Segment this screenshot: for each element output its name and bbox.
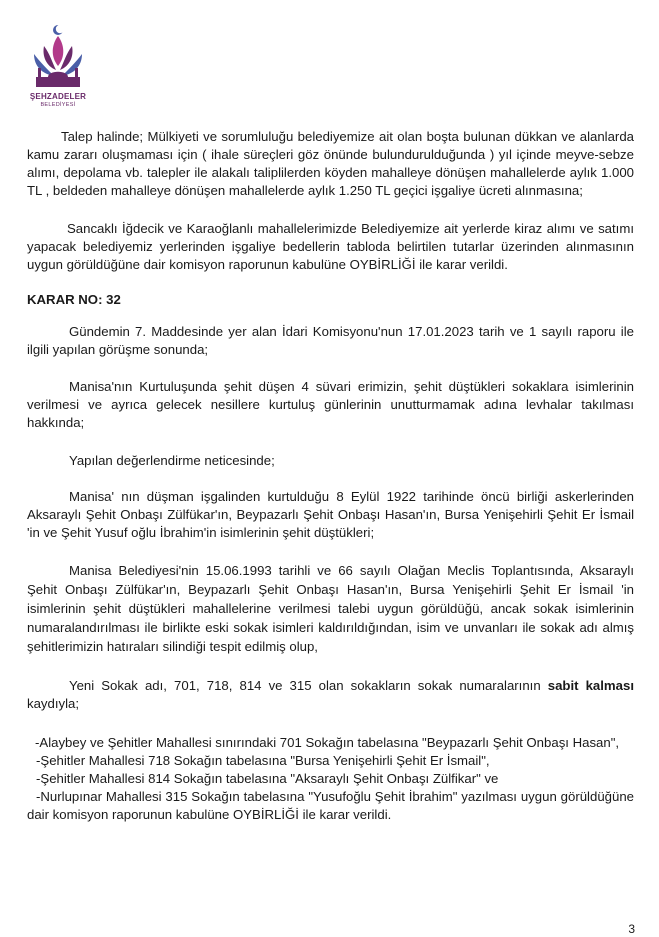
- paragraph-talep: Talep halinde; Mülkiyeti ve sorumluluğu belediyemize ait olan boşta bulunan dükkan ve alanlarda kamu zararı oluşmaması için ( ihale süreçleri göz önünde bulundurulduğunda ) yıl içinde meyve-sebze alımı, depolama vb. talepler ile alakalı taliplilerden köyden mahalleye dönüşen mahallelerde aylık 1.000 TL , beldeden mahalleye dönüşen mahallelerde aylık 1.250 TL geçici işgaliye ücreti alınmasına;: [27, 129, 634, 198]
- sabit-kalmasi-bold: sabit kalması: [547, 678, 634, 693]
- paragraph-sancakli: Sancaklı İğdecik ve Karaoğlanlı mahallelerimizde Belediyemize ait yerlerde kiraz alımı ve satımı yapacak belediyemiz yerlerinden işgaliye bedellerin tabloda belirtilen tutarlar üzerinden alınmasının uygun görüldüğüne dair komisyon raporunun kabulüne OYBİRLİĞİ ile karar verildi.: [27, 221, 634, 272]
- logo-name-text: ŞEHZADELER: [29, 92, 87, 101]
- list-item: -Alaybey ve Şehitler Mahallesi sınırındaki 701 Sokağın tabelasına "Beypazarlı Şehit Onbaşı Hasan",: [35, 735, 620, 750]
- paragraph-gundem: Gündemin 7. Maddesinde yer alan İdari Komisyonu'nun 17.01.2023 tarih ve 1 sayılı raporu ile ilgili yapılan görüşme sonunda;: [27, 324, 634, 357]
- paragraph-manisa-isgal: Manisa' nın düşman işgalinden kurtulduğu 8 Eylül 1922 tarihinde öncü birliği askerlerinden Aksaraylı Şehit Onbaşı Zülfükar'ın, Beypazarlı Şehit Onbaşı Hasan'ın, Bursa Yenişehirli Şehit Er İsmail 'in ve Şehit Yusuf oğlu İbrahim'in isimlerinin şehit düştükleri;: [27, 489, 634, 540]
- karar-heading: KARAR NO: 32: [27, 292, 121, 307]
- paragraph-yeni-sokak: [27, 677, 634, 713]
- page-number: 3: [628, 922, 635, 936]
- yeni-sokak-text-start: Yeni Sokak adı, 701, 718, 814 ve 315 olan sokakların sokak numaralarının: [69, 678, 548, 693]
- logo-emblem-icon: [22, 22, 94, 92]
- paragraph-meclis: Manisa Belediyesi'nin 15.06.1993 tarihli ve 66 sayılı Olağan Meclis Toplantısında, Aksaraylı Şehit Onbaşı Zülfükar'ın, Beypazarlı Şehit Onbaşı Hasan'ın, Bursa Yenişehirli Şehit Er İsmail 'in isimlerinin şehit düştükleri mahallelerine verilmesi talebi uygun görüldüğü, ancak sokak isimlerinin numaralandırılması ile birlikte eski sokak isimleri kaldırıldığından, isim ve unvanları ile sokak adı almış şehitlerimizin hatıraları silindiği tespit edilmiş olup,: [27, 563, 634, 654]
- paragraph-kurtulus: Manisa'nın Kurtuluşunda şehit düşen 4 süvari erimizin, şehit düştükleri sokaklara isimlerinin verilmesi ve ayrıca gelecek nesillere kurtuluş günlerinin unutturmamak adına levhalar takılması hakkında;: [27, 379, 634, 430]
- document-body: [27, 128, 634, 824]
- yeni-sokak-text-end: kaydıyla;: [27, 696, 80, 711]
- logo-sub-text: BELEDİYESİ: [40, 102, 76, 108]
- list-item: -Şehitler Mahallesi 718 Sokağın tabelasına "Bursa Yenişehirli Şehit Er İsmail",: [36, 753, 490, 768]
- street-sign-list: [27, 734, 634, 824]
- paragraph-degerlendirme: Yapılan değerlendirme neticesinde;: [69, 453, 275, 468]
- list-item: -Nurlupınar Mahallesi 315 Sokağın tabelasına "Yusufoğlu Şehit İbrahim" yazılması uygun görüldüğüne dair komisyon raporunun kabulüne OYBİRLİĞİ ile karar verildi.: [27, 789, 634, 822]
- list-item: -Şehitler Mahallesi 814 Sokağın tabelasına "Aksaraylı Şehit Onbaşı Zülfikar" ve: [36, 771, 499, 786]
- municipality-logo: [22, 22, 94, 122]
